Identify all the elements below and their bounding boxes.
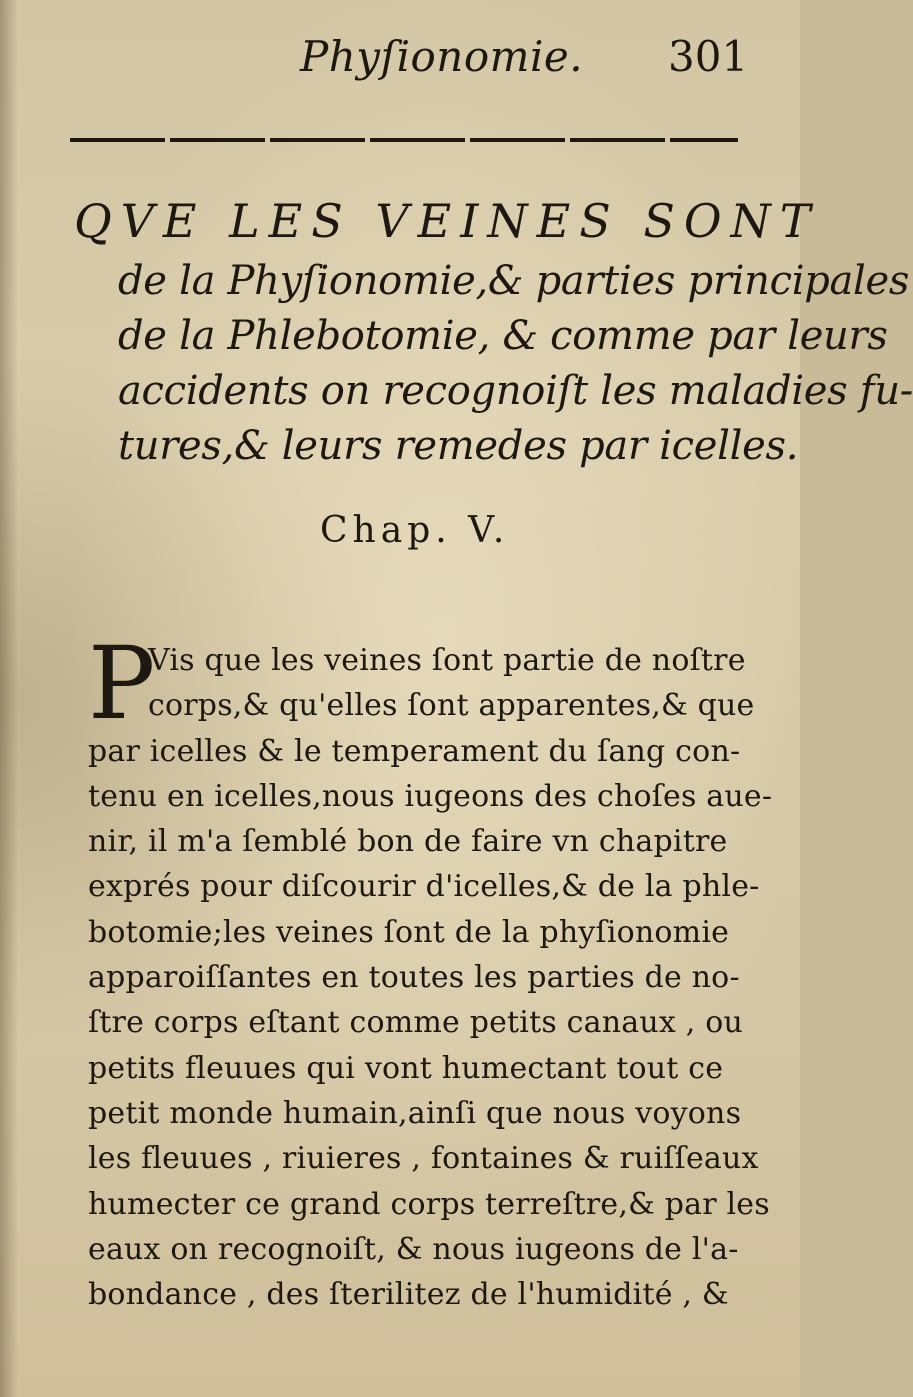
chapter-heading-caps: QVE LES VEINES SONT <box>74 194 820 248</box>
running-title: Phyſionomie. <box>300 32 584 81</box>
text-line: ſtre corps eſtant comme petits canaux , ou <box>88 1005 744 1041</box>
body-text <box>88 625 773 1317</box>
chapter-heading <box>74 188 913 474</box>
text-line: bondance , des ſterilitez de l'humidité , & <box>88 1277 729 1313</box>
text-line: corps,& qu'elles ſont apparentes,& que <box>148 688 755 724</box>
text-line: petits fleuues qui vont humectant tout ce <box>88 1050 724 1086</box>
text-line: par icelles & le temperament du ſang con- <box>88 733 741 769</box>
chapter-heading-line: de la Phyſionomie,& parties principales <box>118 258 910 304</box>
text-line: eaux on recognoiſt, & nous iugeons de l'a- <box>88 1231 739 1267</box>
text-line: botomie;les veines ſont de la phyſionomie <box>88 914 730 950</box>
text-line: Vis que les veines ſont partie de noſtre <box>148 643 746 678</box>
header-rule <box>70 138 738 142</box>
text-line: humecter ce grand corps terreſtre,& par les <box>88 1186 770 1222</box>
text-line: nir, il m'a ſemblé bon de faire vn chapitre <box>88 824 728 860</box>
chapter-label: Chap. V. <box>320 510 510 551</box>
chapter-heading-line: tures,& leurs remedes par icelles. <box>118 423 799 469</box>
drop-cap: P <box>88 625 156 742</box>
text-line: les fleuues , riuieres , fontaines & ruiſſeaux <box>88 1141 759 1177</box>
text-line: exprés pour diſcourir d'icelles,& de la phle- <box>88 869 760 905</box>
chapter-heading-line: accidents on recognoiſt les maladies fu- <box>118 368 913 414</box>
text-line: apparoiſſantes en toutes les parties de no- <box>88 960 740 996</box>
running-head <box>0 18 800 88</box>
text-line: tenu en icelles,nous iugeons des choſes aue- <box>88 778 773 814</box>
chapter-heading-line: de la Phlebotomie, & comme par leurs <box>118 313 888 359</box>
text-line: petit monde humain,ainſi que nous voyons <box>88 1095 742 1131</box>
gutter-shadow <box>0 0 18 1397</box>
page-number: 301 <box>668 32 749 81</box>
